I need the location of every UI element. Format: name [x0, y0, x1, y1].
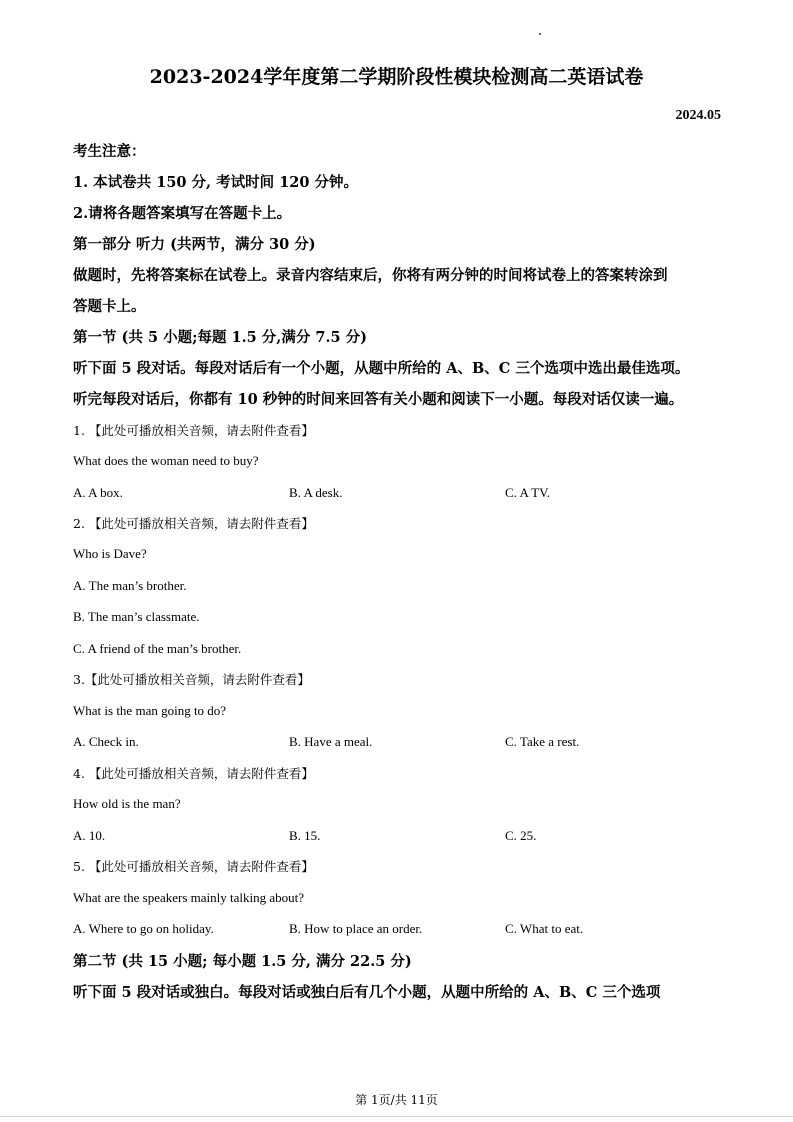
footer-divider: [0, 1116, 793, 1117]
question-3-text: What is the man going to do?: [73, 703, 227, 718]
section2-heading: 第二节 (共 15 小题; 每小题 1.5 分, 满分 22.5 分): [73, 953, 412, 970]
page-number: 第 1页/共 11页: [355, 1093, 438, 1107]
section2-instruction-1: 听下面 5 段对话或独白。每段对话或独白后有几个小题，从题中所给的 A、B、C 三个选项: [73, 984, 661, 1001]
question-4-option-a: A. 10.: [73, 828, 106, 843]
question-4-text: How old is the man?: [73, 796, 181, 811]
question-1-audio[interactable]: 1. 【此处可播放相关音频，请去附件查看】: [73, 423, 314, 438]
question-4-option-b: B. 15.: [289, 828, 321, 843]
question-5-option-a: A. Where to go on holiday.: [73, 921, 214, 936]
question-2-option-a: A. The man’s brother.: [73, 578, 187, 593]
question-5-audio[interactable]: 5. 【此处可播放相关音频，请去附件查看】: [73, 859, 314, 874]
question-2-option-b: B. The man’s classmate.: [73, 609, 200, 624]
question-2-text: Who is Dave?: [73, 546, 147, 561]
section1-heading: 第一节 (共 5 小题;每题 1.5 分,满分 7.5 分): [73, 329, 367, 346]
notice-item-2: 2.请将各题答案填写在答题卡上。: [73, 205, 292, 222]
part1-heading: 第一部分 听力 (共两节，满分 30 分): [73, 236, 316, 253]
question-2-audio[interactable]: 2. 【此处可播放相关音频，请去附件查看】: [73, 516, 314, 531]
question-1-option-a: A. A box.: [73, 485, 123, 500]
section1-instruction-1: 听下面 5 段对话。每段对话后有一个小题，从题中所给的 A、B、C 三个选项中选出最佳选项。: [73, 360, 690, 377]
question-4-option-c: C. 25.: [505, 828, 537, 843]
part1-instruction-2: 答题卡上。: [73, 298, 146, 315]
notice-item-1: 1. 本试卷共 150 分, 考试时间 120 分钟。: [73, 174, 359, 191]
question-5-option-b: B. How to place an order.: [289, 921, 423, 936]
notice-heading: 考生注意：: [73, 143, 146, 160]
question-2-option-c: C. A friend of the man’s brother.: [73, 641, 242, 656]
question-1-option-c: C. A TV.: [505, 485, 551, 500]
question-3-option-a: A. Check in.: [73, 734, 139, 749]
part1-instruction-1: 做题时，先将答案标在试卷上。录音内容结束后，你将有两分钟的时间将试卷上的答案转涂到: [73, 267, 668, 284]
scan-dot: [539, 33, 541, 35]
section1-instruction-2: 听完每段对话后，你都有 10 秒钟的时间来回答有关小题和阅读下一小题。每段对话仅读一遍。: [73, 391, 684, 408]
page-title: 2023-2024学年度第二学期阶段性模块检测高二英语试卷: [149, 66, 644, 88]
question-5-text: What are the speakers mainly talking about?: [73, 890, 305, 905]
question-5-option-c: C. What to eat.: [505, 921, 584, 936]
question-3-option-b: B. Have a meal.: [289, 734, 373, 749]
question-3-option-c: C. Take a rest.: [505, 734, 580, 749]
question-1-text: What does the woman need to buy?: [73, 453, 259, 468]
exam-date: 2024.05: [675, 108, 721, 123]
question-4-audio[interactable]: 4. 【此处可播放相关音频，请去附件查看】: [73, 766, 314, 781]
question-1-option-b: B. A desk.: [289, 485, 343, 500]
question-3-audio[interactable]: 3.【此处可播放相关音频，请去附件查看】: [73, 672, 310, 687]
